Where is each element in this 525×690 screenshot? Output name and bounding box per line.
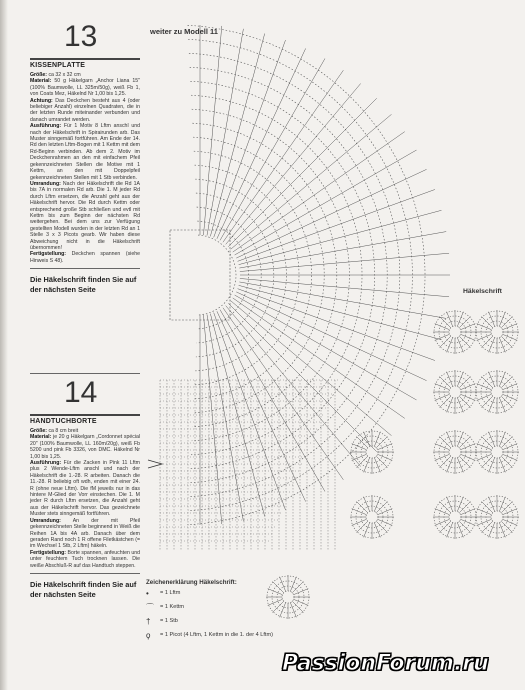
paragraph-label: Größe: bbox=[30, 428, 48, 434]
paragraph-text: ca 8 cm breit bbox=[47, 428, 79, 434]
legend-item bbox=[146, 618, 346, 632]
diagram-label: Häkelschrift bbox=[463, 288, 502, 295]
flower-motif-ring bbox=[449, 511, 461, 523]
legend-item bbox=[146, 590, 346, 604]
page-header: weiter zu Modell 11 bbox=[150, 27, 218, 36]
fan-spoke bbox=[235, 295, 417, 400]
fan-spoke bbox=[214, 313, 286, 510]
fan-spoke bbox=[238, 289, 435, 361]
paragraph-text: Für die Zacken in Pink 11 Lftm plus 2 Wende-Lftm anschl und nach der Häkelschrift die 1.-28. R arbeiten. Danach die 11.-28. R beliebig oft wdh, enden mit einer 24. R (ohne neue Lftm). Die fM jeweils nur in das hintere M-Glied der Vorr einstechen. Die 1. M jeder R durch Lftm ersetzen, die Anzahl geht aus der Häkelschrift hervor. Das gezeichnete Muster stets sinngemäß fortführen. bbox=[30, 460, 140, 518]
legend bbox=[146, 579, 346, 646]
fan-spoke bbox=[226, 306, 361, 467]
flower-motif-ring bbox=[366, 446, 378, 458]
legend-item bbox=[146, 632, 346, 646]
see-next-page-note: Die Häkelschrift finden Sie auf der nächsten Seite bbox=[30, 275, 137, 295]
legend-item bbox=[146, 604, 346, 618]
paragraph-label: Größe: bbox=[30, 72, 48, 78]
legend-text: = 1 Picot (4 Lftm, 1 Kettm in die 1. der 4 Lftm) bbox=[160, 632, 274, 638]
fan-spoke bbox=[220, 58, 325, 240]
section-title: KISSENPLATTE bbox=[30, 62, 86, 69]
watermark: PassionForum.ru bbox=[282, 651, 489, 676]
instruction-paragraph bbox=[30, 518, 140, 550]
divider bbox=[30, 268, 140, 269]
section-14 bbox=[30, 373, 140, 600]
instructions bbox=[30, 428, 140, 569]
fan-spoke bbox=[228, 303, 376, 451]
section-number: 13 bbox=[64, 20, 98, 53]
paragraph-text: Nach der Häkelschrift die Rd 1A bis 7A in normalen Rd arb. Die 1. M jeder Rd durch Lftm ersetzen, die Anzahl geht aus der Häkelschrift hervor. Die Rd durch Kettm oder entsprechend große Stb schließen und evtl mit Kettm bis zum Beginn der nächsten Rd weitergehen. Bei dem uns zur Verfügung gestellten Modell wurden in der letzten Rd an 1 Stelle 3 x 3 Picots gearb. Wir haben diese Abweichung nicht in die Häkelschrift übernommen! bbox=[30, 180, 140, 251]
paragraph-label: Umrandung: bbox=[30, 180, 61, 187]
legend-list bbox=[146, 590, 346, 646]
instruction-paragraph bbox=[30, 434, 140, 460]
flower-motif-ring bbox=[449, 326, 461, 338]
section-13 bbox=[30, 18, 140, 295]
instruction-paragraph bbox=[30, 78, 140, 97]
section-title: HANDTUCHBORTE bbox=[30, 418, 97, 425]
fan-spoke bbox=[226, 83, 361, 244]
paragraph-label: Ausführung: bbox=[30, 123, 62, 130]
paragraph-label: Material: bbox=[30, 434, 52, 441]
legend-text: = 1 Kettm bbox=[160, 604, 185, 610]
page-edge-shadow bbox=[0, 0, 8, 690]
instruction-paragraph bbox=[30, 181, 140, 251]
paragraph-text: Deckchen spannen (siehe Hinweis S 48). bbox=[30, 251, 140, 264]
fan-spoke bbox=[214, 40, 286, 237]
paragraph-text: ca 32 x 32 cm bbox=[47, 72, 81, 78]
section-number: 14 bbox=[64, 376, 98, 409]
flower-motif-ring bbox=[366, 511, 378, 523]
paragraph-label: Achtung: bbox=[30, 97, 53, 104]
picot-symbol-icon: ϙ bbox=[146, 631, 151, 640]
cross-symbol-icon: † bbox=[146, 617, 151, 626]
divider bbox=[30, 373, 140, 374]
legend-text: = 1 Lftm bbox=[160, 590, 181, 596]
flower-motif-ring bbox=[491, 386, 503, 398]
instruction-paragraph bbox=[30, 123, 140, 181]
flower-motif-ring bbox=[491, 446, 503, 458]
fan-round bbox=[198, 235, 236, 315]
crochet-chart bbox=[140, 20, 525, 660]
flower-motif-ring bbox=[491, 326, 503, 338]
paragraph-label: Umrandung: bbox=[30, 517, 61, 524]
dot-symbol-icon: • bbox=[146, 589, 149, 598]
instruction-paragraph bbox=[30, 550, 140, 569]
flower-motif-ring bbox=[449, 446, 461, 458]
instruction-paragraph bbox=[30, 460, 140, 518]
paragraph-text: 50 g Häkelgarn „Anchor Liana 15" (100% Baumwolle, LL 325m/50g), weiß Fb 1, von Coats Mez, Häkelnd Nr 1,00 bis 1,25. bbox=[30, 78, 140, 98]
arc-symbol-icon: ⌒ bbox=[146, 603, 154, 612]
fan-spoke bbox=[231, 114, 392, 249]
flower-motif-ring bbox=[491, 511, 503, 523]
instruction-paragraph bbox=[30, 251, 140, 264]
legend-title: Zeichenerklärung Häkelschrift: bbox=[146, 579, 237, 586]
paragraph-label: Material: bbox=[30, 78, 52, 85]
instruction-paragraph bbox=[30, 98, 140, 124]
paragraph-label: Ausführung: bbox=[30, 460, 62, 467]
paragraph-label: Fertigstellung: bbox=[30, 251, 67, 258]
fan-spoke bbox=[231, 301, 392, 436]
paragraph-text: je 20 g Häkelgarn „Cordonnet spécial 20" (100% Baumwolle, LL 160m/20g), weiß Fb 5200 und pink Fb 3326, von DMC. Häkelnd Nr 1,00 bis 1,25. bbox=[30, 434, 140, 460]
legend-text: = 1 Stb bbox=[160, 618, 178, 624]
fan-spoke bbox=[238, 189, 435, 261]
paragraph-text: Das Deckchen besteht aus 4 (oder beliebiger Anzahl) einzelnen Quadraten, die in der letzten Runde miteinander verbunden und danach umrandet werden. bbox=[30, 97, 140, 123]
divider bbox=[30, 414, 140, 416]
fan-spoke bbox=[228, 98, 376, 246]
paragraph-text: Für 1 Motiv 8 Lftm anschl und nach der Häkelschrift in Spirairunden arb. Das Muster sinngemäß fortführen. Am Ende der 14. Rd den letzten Lftm-Bogen mit 1 Kettm mit dem Rd-Beginn verbinden. Ab dem 2. Motiv im Deckchenrahmen an den mit einfachem Pfeil gekennzeichneten Stellen die Motive mit 1 Kettm, an den mit Doppelpfeil gekennzeichneten Stellen mit 1 Stb verbinden. bbox=[30, 123, 140, 181]
instructions bbox=[30, 72, 140, 264]
fan-spoke bbox=[235, 150, 417, 255]
paragraph-label: Fertigstellung: bbox=[30, 549, 67, 556]
flower-motif-ring bbox=[449, 386, 461, 398]
paragraph-text: Borte spannen, anfeuchten und unter feuchtem Tuch trocknen lassen. Die weiße Abschluß-R auf das Handtuch steppen. bbox=[30, 549, 140, 569]
divider bbox=[30, 58, 140, 60]
divider bbox=[30, 573, 140, 574]
paragraph-text: An der mit Pfeil gekennzeichneten Stelle beginnend in Weiß die Reihen 1A bis 4A arb. Danach über dem geraden Rand noch 1 R offene Filetkästchen (= im Wechsel 1 Stb, 2 Lftm) häkeln. bbox=[30, 517, 140, 550]
see-next-page-note: Die Häkelschrift finden Sie auf der nächsten Seite bbox=[30, 579, 137, 599]
